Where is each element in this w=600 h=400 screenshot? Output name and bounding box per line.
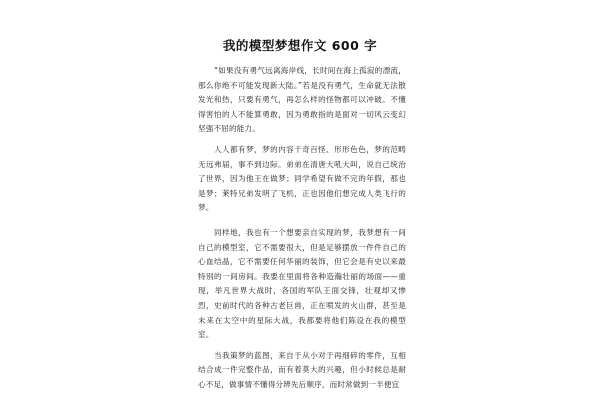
paragraph-1: “如果没有勇气远离海岸线，长时间在海上孤寂的漂流，那么你绝不可能发现新大陆。”若是没有勇气，生命就无法散发光和热，只要有勇气，再怎么样的怪物都可以冲破。不懂得害怕的人不能算勇敢，因为勇敢指的是面对一切风云变幻坚强不屈的能力。 bbox=[198, 66, 406, 134]
document-title: 我的模型梦想作文 600 字 bbox=[222, 38, 378, 53]
document-body bbox=[198, 64, 406, 398]
paragraph-2: 人人都有梦，梦的内容千奇百怪、形形色色，梦的范畴无远弗届，事不到边际。弟弟在清唐大吼大叫，说自己统治了世界，因为他王在做梦；同学希望有做不完的年假，那也是梦；莱特兄弟发明了飞机，正也因他们想完成人类飞行的梦。 bbox=[198, 144, 406, 213]
paragraph-4: 当我策梦的蓝图，来自于从小对于再细碎的零件，互相结合成一件完整作品，而有着莫大的兴趣，但小时候总是耐心不足，做事情不懂得分辨先后顺序，而时常做到一半便宜 bbox=[198, 350, 406, 389]
paragraph-3: 同样地，我也有一个想要亲自实现的梦，我梦想有一间自己的模型室，它不需要很大，但是足够摆放一件件自己的心血结晶，它不需要任何华丽的装饰，但它会是有史以来最特别的一间房间。我要在里面将各种造瀚壮丽的场面——重现，举凡世界大战时，各国的军队王面交锋，壮观却又惨烈，史前时代的各种古老巨兽，正在喷发的火山群，甚至是未来在太空中的星际大战，我都要将他们陈设在我的模型室。 bbox=[198, 227, 406, 340]
